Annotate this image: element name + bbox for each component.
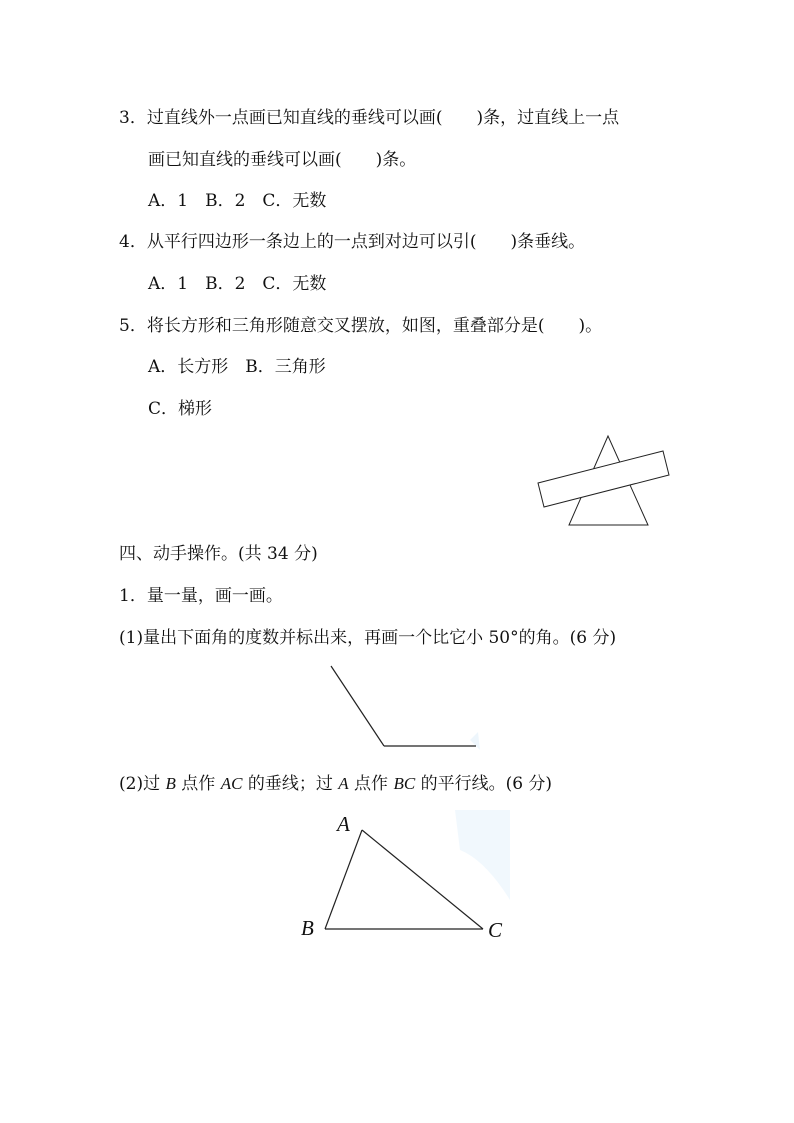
sub2-text-4: 点作 bbox=[348, 774, 394, 794]
sub2-point-b: B bbox=[165, 774, 176, 793]
q3-options: A．1 B．2 C．无数 bbox=[148, 191, 327, 211]
watermark-graphic bbox=[455, 732, 510, 900]
vertex-label-b: B bbox=[301, 916, 314, 940]
angle-ray-1 bbox=[331, 666, 384, 746]
section4-heading: 四、动手操作。(共 34 分) bbox=[119, 544, 318, 564]
q5-options-2: C．梯形 bbox=[148, 399, 213, 419]
q3-line1: 3．过直线外一点画已知直线的垂线可以画( )条，过直线上一点 bbox=[119, 108, 620, 128]
section4-sub1: (1)量出下面角的度数并标出来，再画一个比它小 50°的角。(6 分) bbox=[119, 628, 617, 648]
overlap-figure bbox=[538, 436, 669, 525]
triangle-abc bbox=[325, 830, 483, 929]
sub2-text-1: (2)过 bbox=[119, 774, 166, 794]
q5-line1: 5．将长方形和三角形随意交叉摆放，如图，重叠部分是( )。 bbox=[119, 316, 603, 336]
section4-q1: 1．量一量，画一画。 bbox=[119, 586, 283, 606]
sub2-segment-ac: AC bbox=[220, 774, 243, 793]
sub2-segment-bc: BC bbox=[393, 774, 416, 793]
side-ab bbox=[325, 830, 362, 929]
vertex-label-a: A bbox=[337, 812, 350, 836]
sub2-text-3: 的垂线；过 bbox=[242, 774, 339, 794]
q5-options-1: A．长方形 B．三角形 bbox=[148, 357, 326, 377]
angle-figure bbox=[331, 666, 476, 746]
sub2-text-2: 点作 bbox=[175, 774, 221, 794]
q4-line1: 4．从平行四边形一条边上的一点到对边可以引( )条垂线。 bbox=[119, 232, 586, 252]
q3-line2: 画已知直线的垂线可以画( )条。 bbox=[148, 150, 417, 170]
vertex-label-c: C bbox=[488, 918, 503, 942]
q4-options: A．1 B．2 C．无数 bbox=[148, 274, 327, 294]
sub2-point-a: A bbox=[338, 774, 349, 793]
rectangle-shape bbox=[538, 451, 669, 507]
sub2-text-5: 的平行线。(6 分) bbox=[415, 774, 553, 794]
